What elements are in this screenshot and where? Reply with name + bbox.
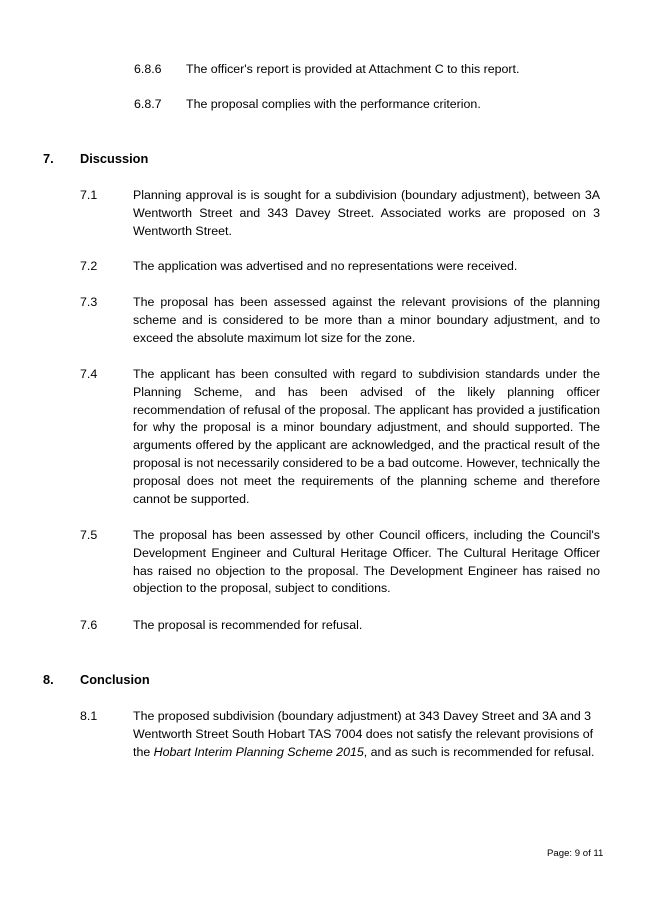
paragraph-7-5 [80,527,600,598]
paragraph-number: 7.3 [80,295,98,309]
paragraph-7-3 [80,294,600,347]
paragraph-number: 7.5 [80,528,98,542]
paragraph-number: 7.4 [80,367,98,381]
paragraph-text: The applicant has been consulted with regard to subdivision standards under the Planning Scheme, and has been advised of the likely planning officer recommendation of refusal of the proposal. The applicant has provided a justification for why the proposal is a minor boundary adjustment, and should supported. The arguments offered by the applicant are acknowledged, and the practical result of the proposal is not necessarily considered to be a bad outcome. However, technically the proposal does not meet the requirements of the planning scheme and therefore cannot be supported. [133,367,600,506]
paragraph-number: 7.6 [80,618,98,632]
item-number: 6.8.6 [134,62,162,76]
paragraph-7-6 [80,617,600,635]
paragraph-text: The proposal has been assessed by other Council officers, including the Council's Development Engineer and Cultural Heritage Officer. The Cultural Heritage Officer has raised no objection to the proposal. The Development Engineer has raised no objection to the proposal, subject to conditions. [133,528,600,596]
paragraph-7-1 [80,187,600,240]
page-number: Page: 9 of 11 [547,848,604,859]
scheme-name-italic: Hobart Interim Planning Scheme 2015 [153,744,364,759]
paragraph-text [133,708,598,761]
section-number: 7. [43,151,54,166]
paragraph-text-end: , and as such is recommended for refusal. [363,744,595,759]
section-title: Conclusion [80,672,150,687]
paragraph-text: The application was advertised and no representations were received. [133,259,518,273]
paragraph-number: 8.1 [80,709,98,723]
section-title: Discussion [80,151,149,166]
paragraph-7-2 [80,258,600,276]
item-text: The proposal complies with the performance criterion. [186,97,481,111]
paragraph-number: 7.1 [80,188,98,202]
item-text: The officer's report is provided at Attachment C to this report. [186,62,520,76]
paragraph-text: The proposal is recommended for refusal. [133,618,363,632]
paragraph-text: Planning approval is is sought for a subdivision (boundary adjustment), between 3A Wentworth Street and 343 Davey Street. Associated works are proposed on 3 Wentworth Street. [133,188,600,238]
paragraph-text-start: The proposed subdivision (boundary adjustment) at 343 Davey Street and 3A and 3 Wentworth Street South Hobart TAS 7004 does not satisfy the relevant provisions of the [133,709,594,759]
paragraph-7-4 [80,366,600,508]
paragraph-8-1 [80,708,600,761]
paragraph-text: The proposal has been assessed against the relevant provisions of the planning scheme and is considered to be more than a minor boundary adjustment, and to exceed the absolute maximum lot size for the zone. [133,295,600,345]
section-number: 8. [43,672,54,687]
paragraph-number: 7.2 [80,259,98,273]
item-number: 6.8.7 [134,97,162,111]
